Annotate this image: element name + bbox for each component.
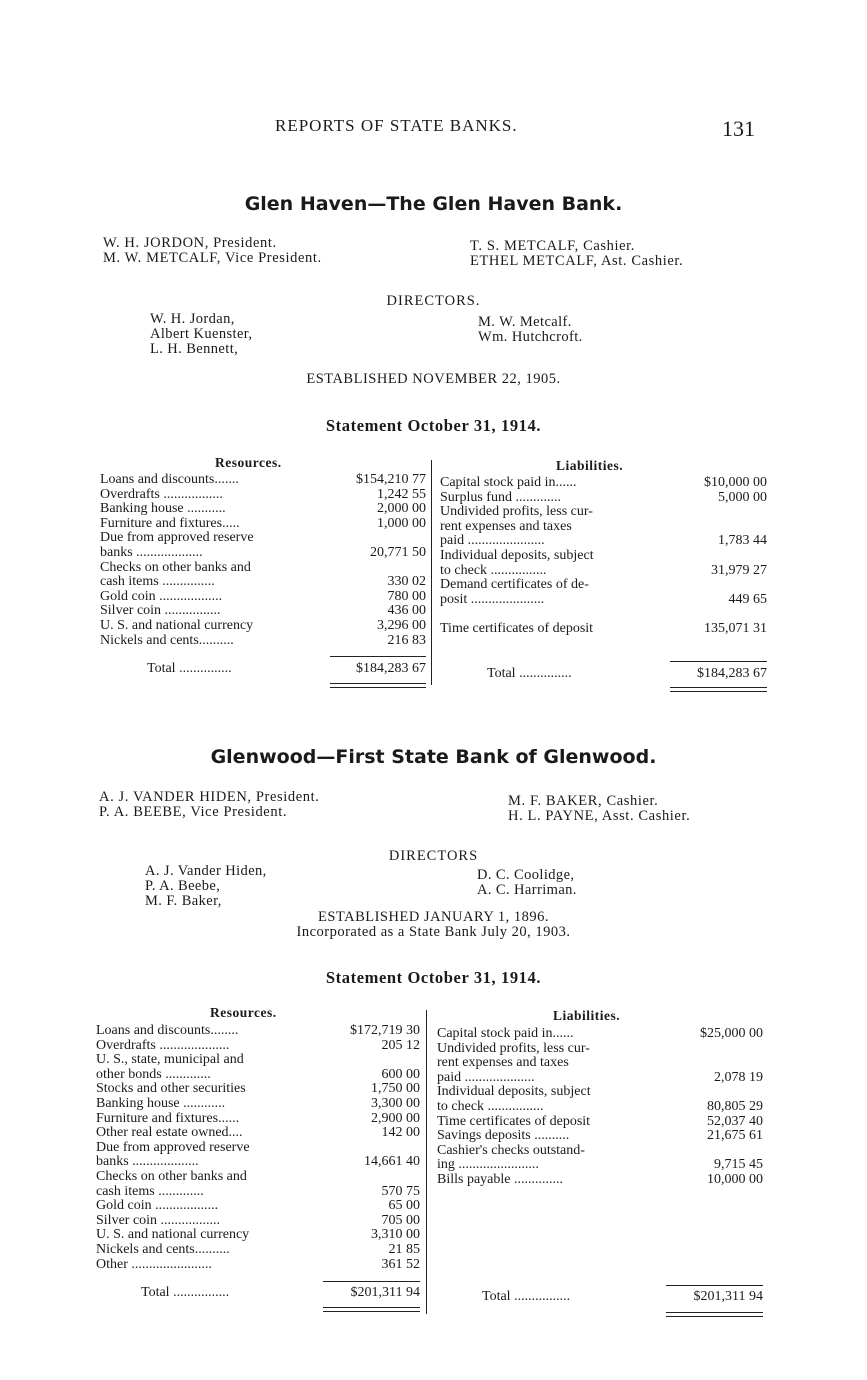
officers-right [508,794,690,824]
liability-row [440,534,767,549]
director: A. C. Harriman. [477,882,577,898]
resource-row [96,1228,420,1243]
resource-row [96,1199,420,1214]
resources-total [147,661,426,677]
resource-amount: 65 00 [388,1198,420,1214]
resource-row [100,488,426,503]
liability-row [437,1173,763,1188]
resource-row [100,619,426,634]
resource-row [96,1053,420,1068]
liability-row [437,1100,763,1115]
liability-label: ing ....................... [437,1157,539,1173]
liability-amount: $10,000 00 [704,475,767,490]
liability-row [440,520,767,535]
running-title: REPORTS OF STATE BANKS. [275,116,518,135]
liability-amount: 21,675 61 [707,1128,763,1144]
resource-label: Silver coin ................. [96,1212,221,1228]
resource-row [96,1185,420,1200]
resource-label: Furniture and fixtures..... [100,515,240,531]
liabilities-list [437,1027,763,1188]
liability-amount: 31,979 27 [711,562,767,578]
bank-title: Glen Haven—The Glen Haven Bank. [244,193,623,215]
officers-right [470,239,683,269]
resources-total [141,1285,420,1301]
resource-label: Overdrafts .................... [96,1037,230,1053]
officer: T. S. METCALF, Cashier. [470,238,636,254]
officer: M. W. METCALF, Vice President. [103,250,322,266]
director: Albert Kuenster, [150,326,253,342]
liability-label: Individual deposits, subject [440,547,594,563]
total-amount: $184,283 67 [697,666,767,681]
resource-row [100,473,426,488]
resource-row [100,546,426,561]
liability-amount: 10,000 00 [707,1171,763,1187]
rule [323,1307,420,1308]
total-amount: $184,283 67 [356,661,426,676]
rule [330,683,426,684]
liabilities-total [487,666,767,682]
officers-left [103,236,322,266]
column-divider [426,1010,427,1314]
directors-right [478,315,583,345]
liability-label: Capital stock paid in...... [437,1026,574,1041]
column-divider [431,460,432,685]
liability-amount: 80,805 29 [707,1098,763,1114]
resource-amount: 600 00 [381,1066,420,1082]
total-label: Total ............... [487,666,572,681]
resource-label: Loans and discounts....... [100,472,239,487]
resource-label: cash items ............. [96,1183,204,1199]
resource-amount: 3,300 00 [371,1095,420,1111]
director: L. H. Bennett, [150,341,239,357]
resource-label: Other ....................... [96,1256,212,1272]
liability-row [437,1056,763,1071]
resource-label: Other real estate owned.... [96,1125,243,1141]
officers-left [99,790,319,820]
liability-label: Capital stock paid in...... [440,475,577,490]
resource-amount: 216 83 [387,632,426,648]
resource-row [100,502,426,517]
rule [666,1312,763,1313]
resource-amount: 330 02 [387,574,426,590]
resource-amount: 14,661 40 [364,1154,420,1170]
resource-amount: 3,296 00 [377,617,426,633]
resource-row [100,634,426,649]
liability-row [437,1071,763,1086]
liabilities-list [440,476,767,637]
resource-row [96,1155,420,1170]
total-label: Total ................ [482,1289,571,1304]
liability-row [440,593,767,608]
liability-amount: 449 65 [728,591,767,607]
officer: W. H. JORDON, President. [103,235,277,251]
resource-amount: 436 00 [387,603,426,619]
liability-row [440,607,767,622]
liability-label: rent expenses and taxes [440,518,572,534]
liability-amount: 135,071 31 [704,620,767,636]
resource-row [100,561,426,576]
liability-label: Individual deposits, subject [437,1084,591,1100]
liability-label: Demand certificates of de- [440,577,589,593]
resource-amount: 3,310 00 [371,1227,420,1243]
liability-row [440,578,767,593]
resource-row [100,575,426,590]
incorporated-line: Incorporated as a State Bank July 20, 1903. [296,924,571,940]
established-note [0,372,867,387]
resource-amount: 2,900 00 [371,1110,420,1126]
rule [670,687,767,688]
resource-row [96,1112,420,1127]
running-header [0,116,867,146]
liability-row [440,622,767,637]
resource-amount: $154,210 77 [356,472,426,487]
liability-label: Time certificates of deposit [437,1113,591,1129]
resource-label: U. S. and national currency [100,617,254,633]
liability-label: paid ...................... [440,533,545,549]
liability-row [440,491,767,506]
resource-label: U. S., state, municipal and [96,1052,244,1068]
liability-label: Savings deposits .......... [437,1128,570,1144]
officer: ETHEL METCALF, Ast. Cashier. [470,253,684,269]
liability-row [437,1158,763,1173]
resource-row [96,1214,420,1229]
resource-label: Banking house ............ [96,1095,226,1111]
resource-label: Due from approved reserve [100,530,254,546]
directors-heading: DIRECTORS. [386,293,481,309]
director: M. F. Baker, [145,893,222,909]
resource-row [96,1141,420,1156]
resource-label: Overdrafts ................. [100,486,223,502]
liability-amount: 2,078 19 [714,1069,763,1085]
resources-heading: Resources. [215,455,282,470]
resource-row [96,1024,420,1039]
resource-row [100,517,426,532]
resource-amount: 205 12 [381,1037,420,1053]
liability-row [440,549,767,564]
resource-label: banks ................... [100,544,203,560]
resource-label: Silver coin ................ [100,603,221,619]
established-note [0,910,867,940]
liability-label: rent expenses and taxes [437,1055,569,1071]
resource-label: Nickels and cents.......... [100,632,234,648]
liability-row [437,1129,763,1144]
resource-label: Gold coin .................. [96,1198,219,1214]
resource-row [100,531,426,546]
resource-label: banks ................... [96,1154,199,1170]
officer: A. J. VANDER HIDEN, President. [99,789,320,805]
director: W. H. Jordan, [150,311,235,327]
resources-heading: Resources. [210,1005,277,1020]
directors-heading: DIRECTORS [388,848,479,864]
directors-right [477,868,577,898]
resource-row [96,1097,420,1112]
liability-row [440,564,767,579]
resource-label: Stocks and other securities [96,1081,246,1097]
director: P. A. Beebe, [145,878,221,894]
resource-label: U. S. and national currency [96,1227,250,1243]
liability-label: Undivided profits, less cur- [440,504,593,520]
statement-title: Statement October 31, 1914. [325,416,542,435]
liabilities-heading: Liabilities. [553,1008,621,1023]
liability-amount: 5,000 00 [718,489,767,505]
total-label: Total ............... [147,661,232,676]
rule [666,1285,763,1286]
resource-amount: 570 75 [381,1183,420,1199]
resource-row [96,1243,420,1258]
resource-amount: 2,000 00 [377,501,426,517]
resource-label: Furniture and fixtures...... [96,1110,240,1126]
directors-left [150,312,252,357]
liability-amount: 9,715 45 [714,1157,763,1173]
liability-label: to check ................ [437,1098,544,1114]
liability-row [437,1042,763,1057]
resource-label: Nickels and cents.......... [96,1241,230,1257]
resource-label: Gold coin .................. [100,588,223,604]
liability-label: Cashier's checks outstand- [437,1142,585,1158]
liability-label: Surplus fund ............. [440,489,561,505]
director: Wm. Hutchcroft. [478,329,583,345]
officer: H. L. PAYNE, Asst. Cashier. [508,808,691,824]
resource-row [96,1170,420,1185]
rule [670,661,767,662]
resource-label: Loans and discounts........ [96,1023,239,1038]
resources-list [96,1024,420,1272]
liabilities-total [482,1289,763,1305]
officer: M. F. BAKER, Cashier. [508,793,659,809]
resource-label: other bonds ............. [96,1066,211,1082]
resource-label: Checks on other banks and [100,559,251,575]
established-line: ESTABLISHED NOVEMBER 22, 1905. [306,371,561,387]
liabilities-heading: Liabilities. [556,458,624,473]
resources-list [100,473,426,648]
rule [666,1316,763,1317]
statement-title: Statement October 31, 1914. [325,968,542,987]
established-line: ESTABLISHED JANUARY 1, 1896. [317,909,550,925]
resource-amount: 780 00 [387,588,426,604]
resource-amount: 1,000 00 [377,515,426,531]
director: M. W. Metcalf. [478,314,572,330]
resource-row [100,604,426,619]
bank-title: Glenwood—First State Bank of Glenwood. [210,746,657,768]
resource-row [96,1126,420,1141]
rule [330,656,426,657]
liability-label: to check ................ [440,562,547,578]
resource-amount: 705 00 [381,1212,420,1228]
resource-label: Banking house ........... [100,501,226,517]
officer: P. A. BEEBE, Vice President. [99,804,288,820]
liability-row [437,1085,763,1100]
directors-left [145,864,267,909]
liability-label: Undivided profits, less cur- [437,1040,590,1056]
liability-label: posit ..................... [440,591,545,607]
liability-row [440,476,767,491]
page-number: 131 [722,116,755,141]
liability-amount: 52,037 40 [707,1113,763,1129]
resource-amount: 1,750 00 [371,1081,420,1097]
director: A. J. Vander Hiden, [145,863,267,879]
resource-label: Due from approved reserve [96,1139,250,1155]
liability-amount: $25,000 00 [700,1026,763,1041]
resource-amount: 142 00 [381,1125,420,1141]
resource-row [96,1039,420,1054]
resource-amount: 20,771 50 [370,544,426,560]
resource-amount: 21 85 [388,1241,420,1257]
resource-row [100,590,426,605]
total-label: Total ................ [141,1285,230,1300]
rule [330,687,426,688]
resource-row [96,1082,420,1097]
rule [323,1311,420,1312]
liability-label: paid .................... [437,1069,535,1085]
resource-row [96,1068,420,1083]
liability-label: Time certificates of deposit [440,620,594,636]
rule [670,691,767,692]
total-amount: $201,311 94 [693,1289,763,1304]
liability-amount: 1,783 44 [718,533,767,549]
resource-amount: $172,719 30 [350,1023,420,1038]
resource-amount: 361 52 [381,1256,420,1272]
liability-label: Bills payable .............. [437,1171,563,1187]
director: D. C. Coolidge, [477,867,575,883]
resource-label: Checks on other banks and [96,1168,247,1184]
resource-row [96,1258,420,1273]
liability-row [440,505,767,520]
rule [323,1281,420,1282]
resource-amount: 1,242 55 [377,486,426,502]
liability-row [437,1027,763,1042]
liability-row [437,1115,763,1130]
resource-label: cash items ............... [100,574,215,590]
total-amount: $201,311 94 [350,1285,420,1300]
liability-row [437,1144,763,1159]
